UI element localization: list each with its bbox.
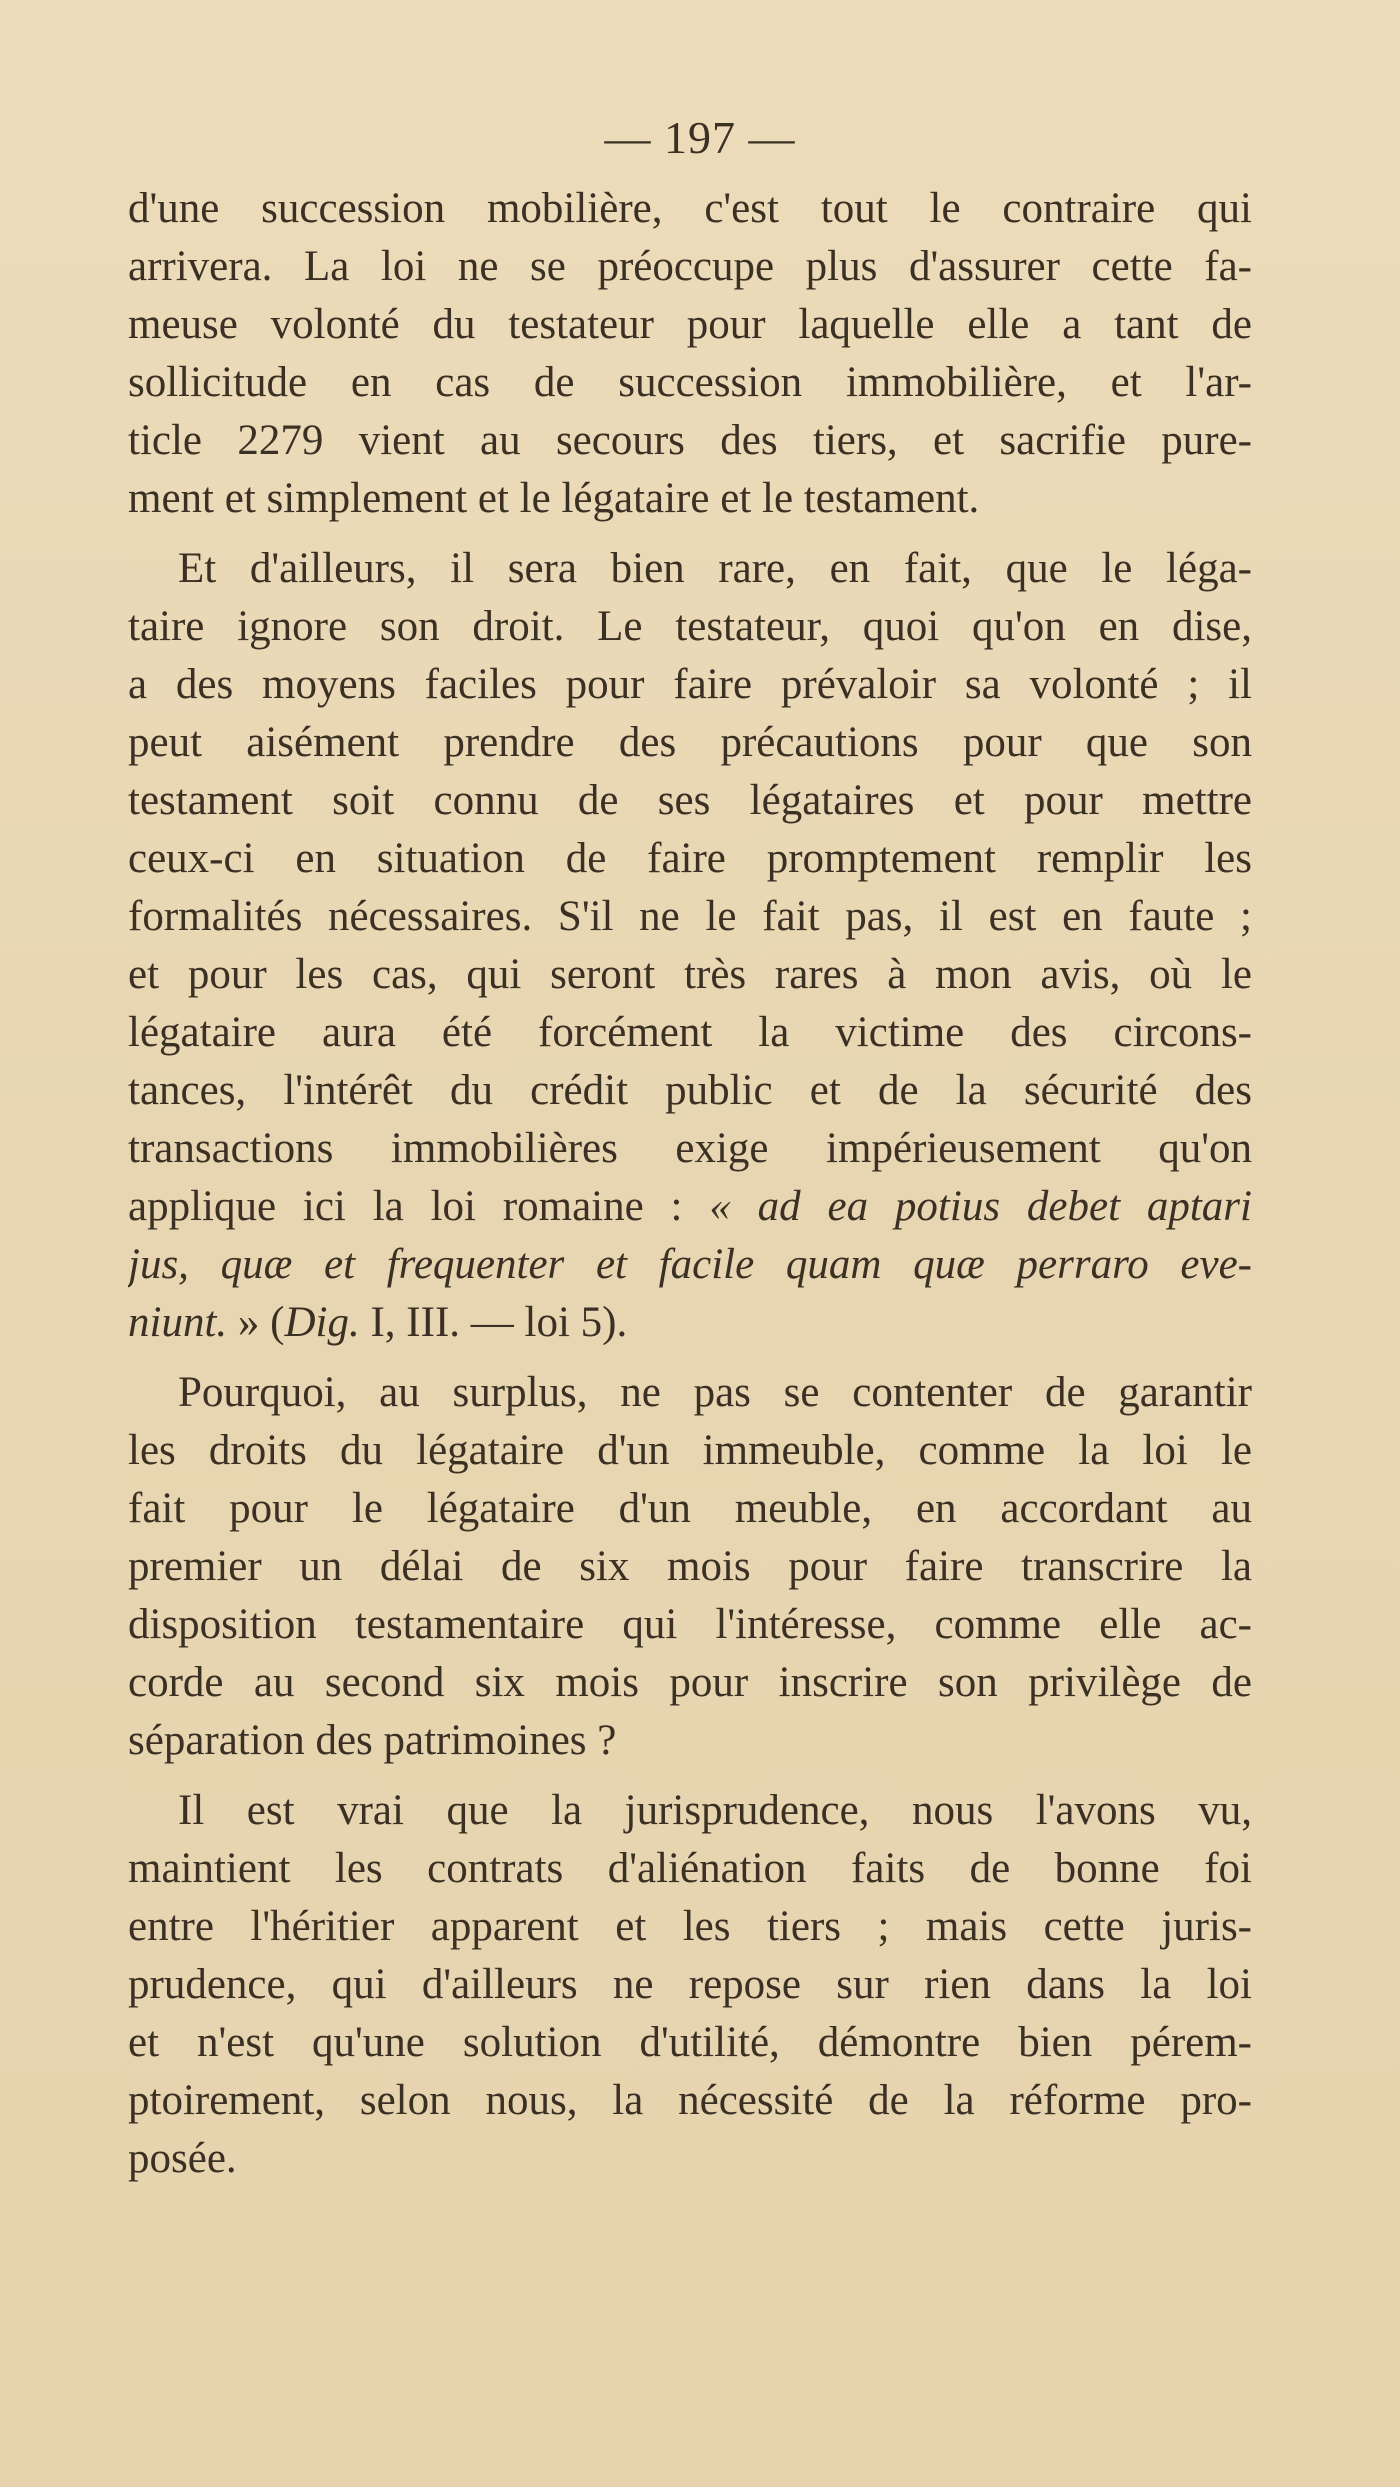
text-line: posée.: [128, 2135, 237, 2182]
text-line: premier un délai de six mois pour faire transcrire la: [128, 1543, 1252, 1590]
text-line: testament soit connu de ses légataires et pour mettre: [128, 777, 1252, 824]
text-line: prudence, qui d'ailleurs ne repose sur rien dans la loi: [128, 1961, 1252, 2008]
page-number: — 197 —: [604, 112, 796, 163]
citation-rest: I, III. — loi 5).: [359, 1299, 628, 1346]
text-line: formalités nécessaires. S'il ne le fait pas, il est en faute ;: [128, 893, 1252, 940]
text-segment: » (: [227, 1299, 285, 1346]
text-line: d'une succession mobilière, c'est tout le contraire qui: [128, 185, 1252, 232]
text-line: entre l'héritier apparent et les tiers ; mais cette juris-: [128, 1903, 1252, 1950]
text-line: [128, 1294, 1252, 1352]
text-line: Pourquoi, au surplus, ne pas se contenter de garantir: [178, 1369, 1252, 1416]
text-line: a des moyens faciles pour faire prévaloir sa volonté ; il: [128, 661, 1252, 708]
text-line: légataire aura été forcément la victime des circons-: [128, 1009, 1252, 1056]
text-line: taire ignore son droit. Le testateur, quoi qu'on en dise,: [128, 603, 1252, 650]
text-segment: applique ici la loi romaine :: [128, 1183, 710, 1230]
text-line: disposition testamentaire qui l'intéresse, comme elle ac-: [128, 1601, 1252, 1648]
latin-quote: « ad ea potius debet aptari: [709, 1183, 1252, 1230]
text-line: Il est vrai que la jurisprudence, nous l'avons vu,: [178, 1787, 1252, 1834]
text-line: corde au second six mois pour inscrire son privilège de: [128, 1659, 1252, 1706]
text-line: sollicitude en cas de succession immobilière, et l'ar-: [128, 359, 1252, 406]
text-line: et pour les cas, qui seront très rares à mon avis, où le: [128, 951, 1252, 998]
text-line: maintient les contrats d'aliénation faits de bonne foi: [128, 1845, 1252, 1892]
text-line: ptoirement, selon nous, la nécessité de la réforme pro-: [128, 2077, 1252, 2124]
text-line: ticle 2279 vient au secours des tiers, et sacrifie pure-: [128, 417, 1252, 464]
latin-quote-end: niunt.: [128, 1299, 228, 1346]
text-line: séparation des patrimoines ?: [128, 1717, 617, 1764]
text-line: ceux-ci en situation de faire promptement remplir les: [128, 835, 1252, 882]
text-line: [128, 1178, 1252, 1236]
text-line: tances, l'intérêt du crédit public et de la sécurité des: [128, 1067, 1252, 1114]
text-line: arrivera. La loi ne se préoccupe plus d'assurer cette fa-: [128, 243, 1252, 290]
text-line: et n'est qu'une solution d'utilité, démontre bien pérem-: [128, 2019, 1252, 2066]
text-line: peut aisément prendre des précautions pour que son: [128, 719, 1252, 766]
text-line: meuse volonté du testateur pour laquelle elle a tant de: [128, 301, 1252, 348]
latin-quote-line: jus, quæ et frequenter et facile quam quæ perraro eve-: [128, 1241, 1252, 1288]
text-line: ment et simplement et le légataire et le testament.: [128, 475, 980, 522]
text-line: les droits du légataire d'un immeuble, comme la loi le: [128, 1427, 1252, 1474]
text-line: fait pour le légataire d'un meuble, en accordant au: [128, 1485, 1252, 1532]
text-line: transactions immobilières exige impérieusement qu'on: [128, 1125, 1252, 1172]
text-line: Et d'ailleurs, il sera bien rare, en fait, que le léga-: [178, 545, 1252, 592]
citation-dig: Dig.: [284, 1299, 360, 1346]
